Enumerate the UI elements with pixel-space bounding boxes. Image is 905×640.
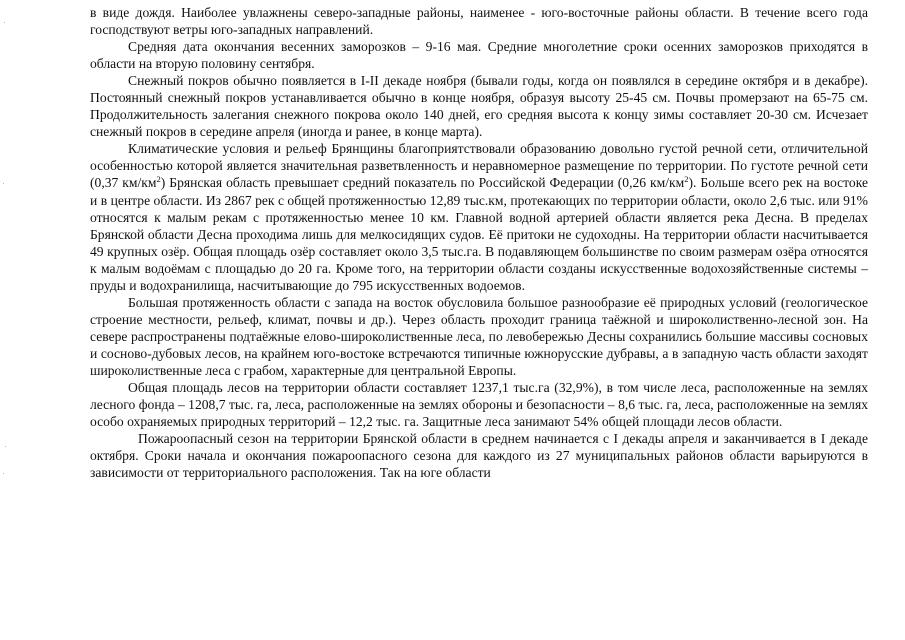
rivers-superscript-2: 2	[684, 174, 689, 185]
scan-speck	[4, 22, 5, 23]
document-text	[90, 4, 868, 481]
rivers-superscript-1: 2	[156, 174, 161, 185]
paragraph-rivers-lakes	[90, 140, 868, 293]
paragraph-frosts: Средняя дата окончания весенних заморозков – 9-16 мая. Средние многолетние сроки осенних заморозков приходятся в области на вторую половину сентября.	[90, 39, 868, 72]
scan-speck	[3, 473, 4, 474]
paragraph-vegetation-zones: Большая протяженность области с запада на восток обусловила большое разнообразие её природных условий (геологическое строение местности, рельеф, климат, почвы и др.). Через область проходит граница таёжной и широколиственно-лесной зон. На севере распространены подтаёжные елово-широколиственные леса, по левобережью Десны сохранились большие массивы сосновых и сосново-дубовых лесов, на крайнем юго-востоке встречаются типичные южнорусские дубравы, а в западную часть области заходят широколиственные леса с грабом, характерные для центральной Европы.	[90, 294, 868, 378]
paragraph-fire-season: Пожароопасный сезон на территории Брянской области в среднем начинается с I декады апреля и заканчивается в I декаде октября. Сроки начала и окончания пожароопасного сезона для каждого из 27 муниципальных районов области варьируются в зависимости от территориального расположения. Так на юге области	[90, 431, 868, 481]
paragraph-forest-area: Общая площадь лесов на территории области составляет 1237,1 тыс.га (32,9%), в том числе леса, расположенные на землях лесного фонда – 1208,7 тыс. га, леса, расположенные на землях обороны и безопасности – 8,6 тыс. га, леса, расположенные на землях особо охраняемых природных территорий – 12,2 тыс. га. Защитные леса занимают 54% общей площади лесов области.	[90, 380, 868, 430]
scan-speck	[5, 446, 6, 447]
scan-speck	[3, 183, 4, 184]
rivers-text-part-3: ). Больше всего рек на востоке и в центре области. Из 2867 рек с общей протяженностью 12,89 тыс.км, протекающих по территории области, около 2,6 тыс. или 91% относятся к малым рекам с протяженностью менее 10 км. Главной водной артерией области является река Десна. В пределах Брянской области Десна проходима лишь для мелкосидящих судов. Её притоки не судоходны. На территории области насчитывается 49 крупных озёр. Общая площадь озёр составляет около 3,5 тыс.га. В подавляющем большинстве по своим размерам озёра относятся к малым водоёмам с площадью до 20 га. Кроме того, на территории области созданы искусственные водохозяйственные системы – пруды и водохранилища, насчитывающие до 795 искусственных водоемов.	[90, 175, 868, 293]
paragraph-precipitation-winds: в виде дождя. Наиболее увлажнены северо-западные районы, наименее - юго-восточные районы области. В течение всего года господствуют ветры юго-западных направлений.	[90, 5, 868, 38]
paragraph-snow-cover: Снежный покров обычно появляется в I-II декаде ноября (бывали годы, когда он появлялся в середине октября и в декабре). Постоянный снежный покров устанавливается обычно в конце ноября, образуя высоту 25-45 см. Почвы промерзают на 65-75 см. Продолжительность залегания снежного покрова около 140 дней, его средняя высота к концу зимы составляет 20-30 см. Исчезает снежный покров в середине апреля (иногда и ранее, в конце марта).	[90, 73, 868, 140]
rivers-text-part-1: Климатические условия и рельеф Брянщины благоприятствовали образованию довольно густой речной сети, отличительной особенностью которой является значительная разветвленность и неравномерное размещение по территории. По густоте речной сети (0,37 км/км	[90, 141, 868, 191]
rivers-text-part-2: ) Брянская область превышает средний показатель по Российской Федерации (0,26 км/км	[160, 175, 685, 191]
